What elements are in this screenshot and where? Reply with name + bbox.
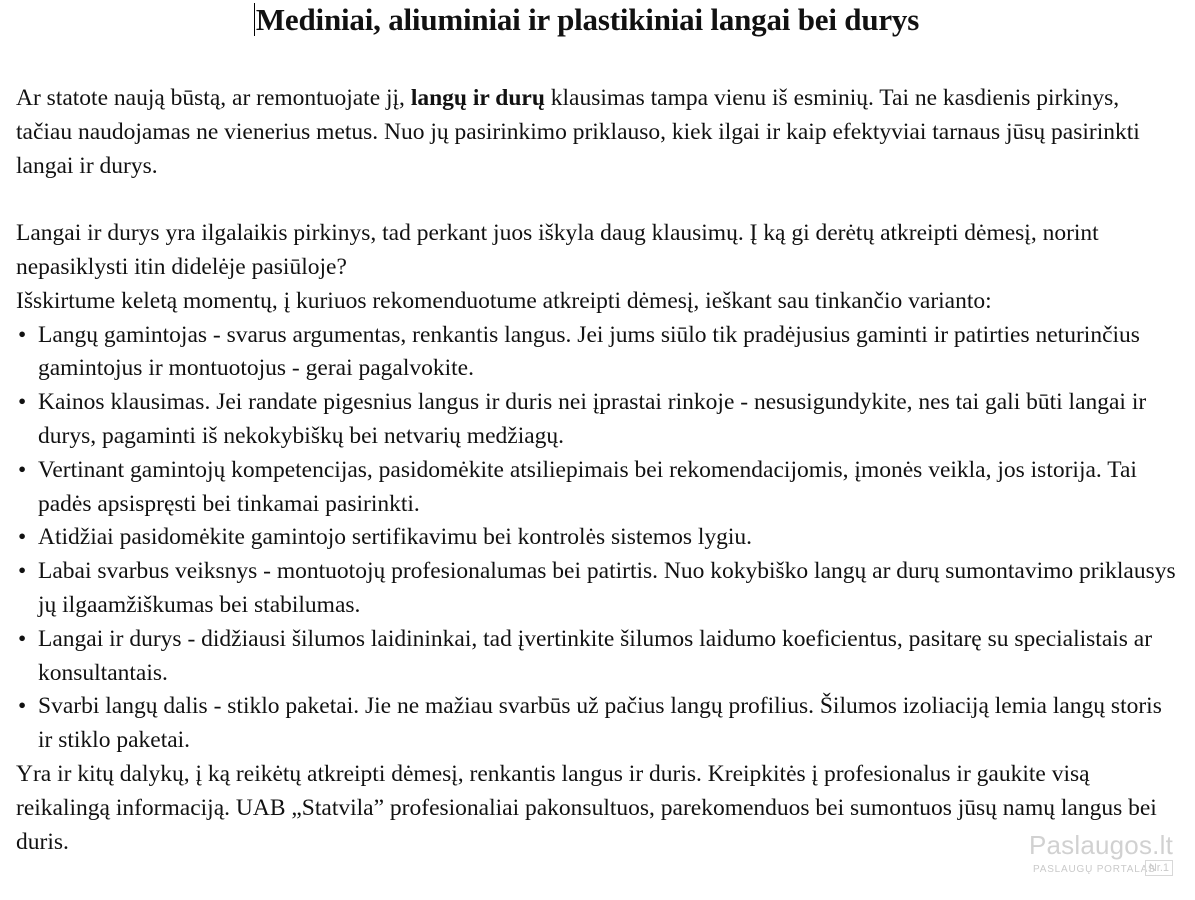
closing-paragraph: Yra ir kitų dalykų, į ką reikėtų atkreipti dėmesį, renkantis langus ir duris. Kreipkitės į profesionalus ir gaukite visą reikalingą informaciją. UAB „Statvila” profesionaliai pakonsultuos, parekomenduos bei sumontuos jūsų namų langus bei duris. [16, 760, 1157, 855]
paragraph-purchase: Langai ir durys yra ilgalaikis pirkinys, tad perkant juos iškyla daug klausimų. Į ką gi derėtų atkreipti dėmesį, norint nepasiklysti itin didelėje pasiūloje? [16, 220, 1099, 280]
watermark-logo [1028, 830, 1173, 882]
paragraph-highlights: Išskirtume keletą momentų, į kuriuos rekomenduotume atkreipti dėmesį, ieškant sau tinkančio varianto: [16, 287, 992, 314]
list-item: • Vertinant gamintojų kompetencijas, pasidomėkite atsiliepimais bei rekomendacijomis, įmonės veikla, jos istorija. Tai padės apsispręsti bei tinkamai pasirinkti. [16, 454, 1181, 522]
list-item: • Langai ir durys - didžiausi šilumos laidininkai, tad įvertinkite šilumos laidumo koeficientus, pasitarę su specialistais ar konsultantais. [16, 623, 1181, 691]
title-text: Mediniai, aliuminiai ir plastikiniai langai bei durys [255, 2, 920, 37]
list-item: • Atidžiai pasidomėkite gamintojo sertifikavimu bei kontrolės sistemos lygiu. [16, 521, 1181, 555]
recommendation-list [16, 319, 1181, 758]
intro-text-start: Ar statote naują būstą, ar remontuojate jį, [16, 85, 411, 111]
list-item: • Labai svarbus veiksnys - montuotojų profesionalumas bei patirtis. Nuo kokybiško langų ar durų sumontavimo priklausys jų ilgaamžiškumas bei stabilumas. [16, 555, 1181, 623]
intro-bold-text: langų ir durų [410, 85, 545, 111]
watermark-subtitle: PASLAUGŲ PORTALAS [1033, 864, 1156, 875]
list-item: • Svarbi langų dalis - stiklo paketai. Jie ne mažiau svarbūs už pačius langų profilius. Šilumos izoliaciją lemia langų storis ir stiklo paketai. [16, 690, 1181, 758]
text-cursor [254, 3, 255, 36]
intro-text-end: klausimas tampa vienu iš esminių. Tai ne kasdienis pirkinys, tačiau naudojamas ne vienerius metus. Nuo jų pasirinkimo priklauso, kiek ilgai ir kaip efektyviai tarnaus jūsų pasirinkti langai ir durys. [16, 85, 1140, 179]
list-item: • Kainos klausimas. Jei randate pigesnius langus ir duris nei įprastai rinkoje - nesusigundykite, nes tai gali būti langai ir durys, pagaminti iš nekokybiškų bei netvarių medžiagų. [16, 386, 1181, 454]
document-title [4, 0, 1169, 38]
paragraph-spacer [16, 183, 1181, 217]
watermark-brand: Paslaugos.lt [1028, 830, 1173, 860]
watermark-badge: Nr.1 [1145, 860, 1173, 876]
list-item: • Langų gamintojas - svarus argumentas, renkantis langus. Jei jums siūlo tik pradėjusius gaminti ir patirties neturinčius gamintojus ir montuotojus - gerai pagalvokite. [16, 319, 1181, 387]
intro-paragraph [16, 82, 1181, 183]
document-body [16, 0, 1181, 859]
